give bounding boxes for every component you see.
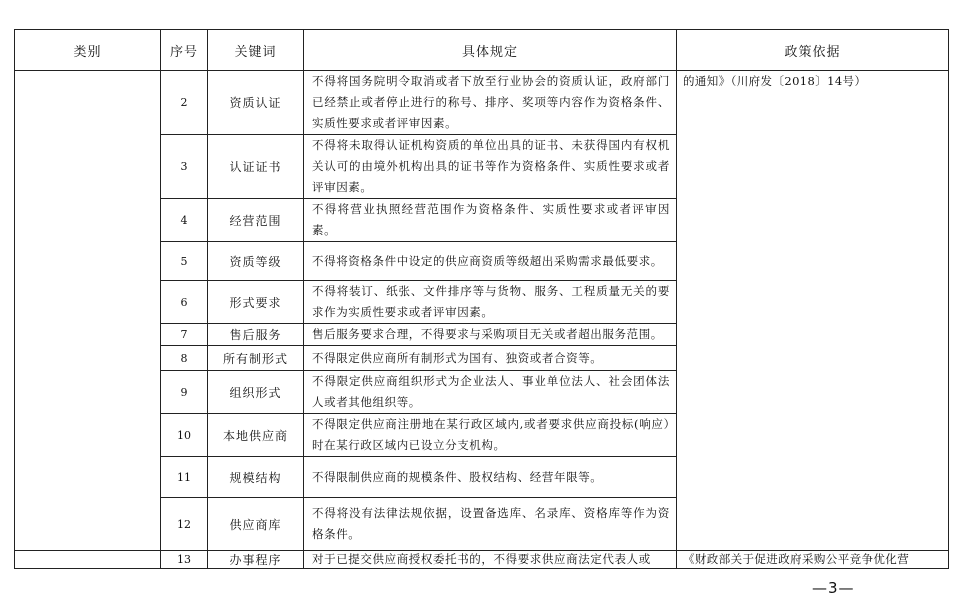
seq-cell: 10 — [161, 414, 208, 457]
rule-cell: 不得将营业执照经营范围作为资格条件、实质性要求或者评审因素。 — [304, 199, 677, 242]
seq-cell: 8 — [161, 346, 208, 371]
seq-cell: 13 — [161, 551, 208, 569]
regulations-table — [14, 29, 949, 569]
seq-cell: 11 — [161, 457, 208, 498]
keyword-cell: 形式要求 — [208, 281, 304, 324]
header-keyword: 关键词 — [208, 30, 304, 71]
keyword-cell: 本地供应商 — [208, 414, 304, 457]
keyword-cell: 售后服务 — [208, 324, 304, 346]
category-cell — [15, 71, 161, 551]
seq-cell: 9 — [161, 371, 208, 414]
category-cell — [15, 551, 161, 569]
rule-cell: 不得将资格条件中设定的供应商资质等级超出采购需求最低要求。 — [304, 242, 677, 281]
keyword-cell: 所有制形式 — [208, 346, 304, 371]
seq-cell: 12 — [161, 498, 208, 551]
header-seq: 序号 — [161, 30, 208, 71]
seq-cell: 3 — [161, 135, 208, 199]
keyword-cell: 供应商库 — [208, 498, 304, 551]
basis-cell: 的通知》（川府发〔2018〕14号） — [677, 71, 949, 551]
header-basis: 政策依据 — [677, 30, 949, 71]
table-row — [15, 551, 949, 569]
keyword-cell: 资质等级 — [208, 242, 304, 281]
rule-cell: 对于已提交供应商授权委托书的，不得要求供应商法定代表人或 — [304, 551, 677, 569]
rule-cell: 不得限定供应商组织形式为企业法人、事业单位法人、社会团体法人或者其他组织等。 — [304, 371, 677, 414]
rule-cell: 不得将国务院明令取消或者下放至行业协会的资质认证，政府部门已经禁止或者停止进行的称号、排序、奖项等内容作为资格条件、实质性要求或者评审因素。 — [304, 71, 677, 135]
basis-cell: 《财政部关于促进政府采购公平竞争优化营 — [677, 551, 949, 569]
keyword-cell: 规模结构 — [208, 457, 304, 498]
table-row — [15, 71, 949, 135]
seq-cell: 5 — [161, 242, 208, 281]
keyword-cell: 资质认证 — [208, 71, 304, 135]
rule-cell: 售后服务要求合理，不得要求与采购项目无关或者超出服务范围。 — [304, 324, 677, 346]
seq-cell: 7 — [161, 324, 208, 346]
page-number: —3— — [812, 579, 855, 597]
keyword-cell: 经营范围 — [208, 199, 304, 242]
keyword-cell: 办事程序 — [208, 551, 304, 569]
keyword-cell: 组织形式 — [208, 371, 304, 414]
rule-cell: 不得将未取得认证机构资质的单位出具的证书、未获得国内有权机关认可的由境外机构出具的证书等作为资格条件、实质性要求或者评审因素。 — [304, 135, 677, 199]
rule-cell: 不得将装订、纸张、文件排序等与货物、服务、工程质量无关的要求作为实质性要求或者评审因素。 — [304, 281, 677, 324]
seq-cell: 2 — [161, 71, 208, 135]
keyword-cell: 认证证书 — [208, 135, 304, 199]
rule-cell: 不得将没有法律法规依据，设置备选库、名录库、资格库等作为资格条件。 — [304, 498, 677, 551]
header-rule: 具体规定 — [304, 30, 677, 71]
seq-cell: 4 — [161, 199, 208, 242]
seq-cell: 6 — [161, 281, 208, 324]
rule-cell: 不得限制供应商的规模条件、股权结构、经营年限等。 — [304, 457, 677, 498]
rule-cell: 不得限定供应商注册地在某行政区域内,或者要求供应商投标(响应）时在某行政区域内已设立分支机构。 — [304, 414, 677, 457]
table-header-row — [15, 30, 949, 71]
rule-cell: 不得限定供应商所有制形式为国有、独资或者合资等。 — [304, 346, 677, 371]
header-category: 类别 — [15, 30, 161, 71]
